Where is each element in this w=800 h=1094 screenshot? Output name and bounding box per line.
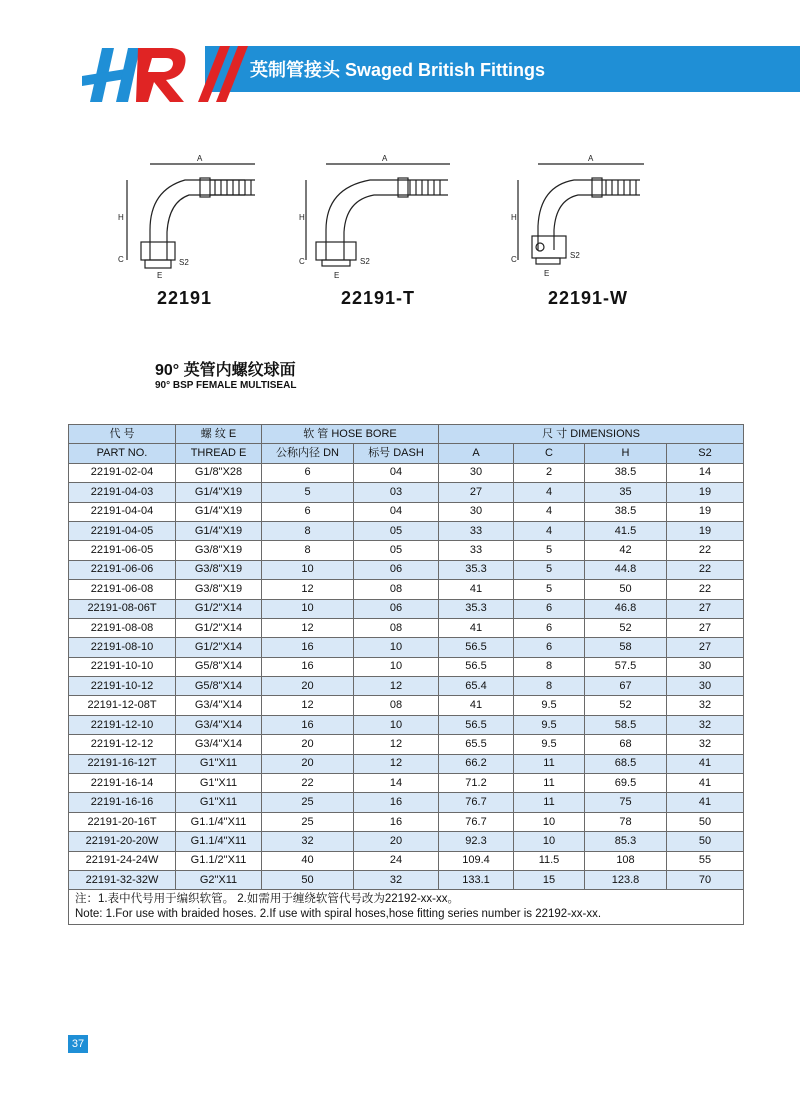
cell-part-no: 22191-02-04 — [69, 463, 176, 482]
cell-h: 58.5 — [585, 715, 667, 734]
cell-dash: 06 — [354, 560, 439, 579]
cell-thread: G3/4"X14 — [176, 735, 262, 754]
cell-h: 68.5 — [585, 754, 667, 773]
cell-thread: G1"X11 — [176, 793, 262, 812]
table-row — [69, 599, 744, 618]
table-row — [69, 851, 744, 870]
cell-c: 10 — [514, 812, 585, 831]
cell-dn: 20 — [262, 677, 354, 696]
cell-part-no: 22191-16-14 — [69, 774, 176, 793]
cell-c: 15 — [514, 870, 585, 889]
cell-dash: 08 — [354, 580, 439, 599]
spec-table — [68, 424, 744, 925]
cell-dash: 20 — [354, 832, 439, 851]
cell-h: 57.5 — [585, 657, 667, 676]
cell-part-no: 22191-06-05 — [69, 541, 176, 560]
table-row — [69, 502, 744, 521]
cell-s2: 30 — [667, 657, 744, 676]
cell-s2: 55 — [667, 851, 744, 870]
cell-c: 11.5 — [514, 851, 585, 870]
cell-dash: 16 — [354, 812, 439, 831]
cell-s2: 41 — [667, 774, 744, 793]
cell-c: 11 — [514, 793, 585, 812]
svg-text:S2: S2 — [360, 257, 370, 266]
cell-dn: 40 — [262, 851, 354, 870]
cell-dn: 10 — [262, 599, 354, 618]
cell-part-no: 22191-32-32W — [69, 870, 176, 889]
cell-h: 52 — [585, 696, 667, 715]
cell-a: 56.5 — [439, 638, 514, 657]
svg-text:C: C — [299, 257, 305, 266]
cell-s2: 19 — [667, 483, 744, 502]
section-title-cn: 90° 英管内螺纹球面 — [155, 362, 296, 379]
cell-dn: 16 — [262, 638, 354, 657]
cell-part-no: 22191-12-10 — [69, 715, 176, 734]
col-s2: S2 — [667, 444, 744, 463]
cell-dn: 25 — [262, 812, 354, 831]
cell-a: 27 — [439, 483, 514, 502]
cell-thread: G3/8"X19 — [176, 580, 262, 599]
svg-text:C: C — [118, 255, 124, 264]
cell-a: 66.2 — [439, 754, 514, 773]
table-row — [69, 657, 744, 676]
table-row — [69, 754, 744, 773]
svg-text:S2: S2 — [179, 258, 189, 267]
cell-h: 52 — [585, 618, 667, 637]
svg-text:H: H — [511, 213, 517, 222]
cell-c: 5 — [514, 560, 585, 579]
cell-part-no: 22191-12-08T — [69, 696, 176, 715]
col-dn: 公称内径 DN — [262, 444, 354, 463]
cell-dn: 32 — [262, 832, 354, 851]
cell-h: 68 — [585, 735, 667, 754]
cell-dn: 25 — [262, 793, 354, 812]
cell-s2: 50 — [667, 832, 744, 851]
cell-thread: G3/8"X19 — [176, 541, 262, 560]
col-dash: 标号 DASH — [354, 444, 439, 463]
table-row — [69, 463, 744, 482]
cell-part-no: 22191-24-24W — [69, 851, 176, 870]
note-row — [69, 890, 744, 925]
cell-s2: 14 — [667, 463, 744, 482]
table-row — [69, 483, 744, 502]
cell-h: 69.5 — [585, 774, 667, 793]
col-thread-cn: 螺 纹 E — [176, 425, 262, 444]
cell-a: 35.3 — [439, 599, 514, 618]
cell-c: 4 — [514, 521, 585, 540]
cell-a: 65.4 — [439, 677, 514, 696]
cell-h: 35 — [585, 483, 667, 502]
col-a: A — [439, 444, 514, 463]
col-c: C — [514, 444, 585, 463]
section-title-en: 90° BSP FEMALE MULTISEAL — [155, 380, 297, 391]
col-h: H — [585, 444, 667, 463]
cell-dash: 32 — [354, 870, 439, 889]
cell-thread: G1.1/4"X11 — [176, 812, 262, 831]
cell-dn: 50 — [262, 870, 354, 889]
cell-dn: 6 — [262, 502, 354, 521]
fitting-drawing-22191-w — [510, 150, 680, 280]
col-thread-e: THREAD E — [176, 444, 262, 463]
note-en: Note: 1.For use with braided hoses. 2.If use with spiral hoses,hose fitting series number is 22192-xx-xx. — [75, 908, 602, 921]
svg-text:S2: S2 — [570, 251, 580, 260]
cell-a: 65.5 — [439, 735, 514, 754]
note-cn: 注：1.表中代号用于编织软管。 2.如需用于缠绕软管代号改为22192-xx-xx。 — [75, 893, 460, 906]
cell-c: 9.5 — [514, 715, 585, 734]
cell-dn: 10 — [262, 560, 354, 579]
cell-h: 42 — [585, 541, 667, 560]
svg-text:E: E — [157, 271, 163, 280]
cell-dn: 16 — [262, 715, 354, 734]
header-row-1 — [69, 425, 744, 444]
cell-a: 33 — [439, 521, 514, 540]
cell-h: 50 — [585, 580, 667, 599]
cell-c: 6 — [514, 599, 585, 618]
cell-s2: 41 — [667, 793, 744, 812]
cell-s2: 50 — [667, 812, 744, 831]
table-row — [69, 696, 744, 715]
cell-s2: 27 — [667, 618, 744, 637]
cell-dash: 05 — [354, 521, 439, 540]
cell-thread: G1"X11 — [176, 754, 262, 773]
cell-dash: 06 — [354, 599, 439, 618]
cell-dn: 5 — [262, 483, 354, 502]
table-row — [69, 541, 744, 560]
cell-part-no: 22191-20-16T — [69, 812, 176, 831]
cell-dn: 12 — [262, 618, 354, 637]
cell-s2: 41 — [667, 754, 744, 773]
table-row — [69, 774, 744, 793]
cell-a: 41 — [439, 696, 514, 715]
cell-thread: G3/4"X14 — [176, 715, 262, 734]
cell-s2: 27 — [667, 599, 744, 618]
table-row — [69, 580, 744, 599]
svg-text:H: H — [118, 213, 124, 222]
cell-thread: G1/2"X14 — [176, 599, 262, 618]
svg-text:A: A — [197, 154, 203, 163]
page-number: 37 — [68, 1035, 88, 1053]
cell-thread: G1/4"X19 — [176, 521, 262, 540]
cell-c: 6 — [514, 638, 585, 657]
table-row — [69, 677, 744, 696]
svg-text:A: A — [382, 154, 388, 163]
cell-dash: 08 — [354, 696, 439, 715]
cell-a: 56.5 — [439, 657, 514, 676]
cell-dash: 10 — [354, 638, 439, 657]
table-row — [69, 715, 744, 734]
fitting-drawing-22191-t — [298, 150, 468, 280]
cell-dn: 6 — [262, 463, 354, 482]
cell-dash: 24 — [354, 851, 439, 870]
col-hose-bore: 软 管 HOSE BORE — [262, 425, 439, 444]
cell-a: 30 — [439, 502, 514, 521]
cell-c: 9.5 — [514, 735, 585, 754]
cell-part-no: 22191-16-16 — [69, 793, 176, 812]
cell-h: 38.5 — [585, 502, 667, 521]
cell-thread: G3/8"X19 — [176, 560, 262, 579]
cell-h: 67 — [585, 677, 667, 696]
cell-part-no: 22191-08-10 — [69, 638, 176, 657]
svg-text:E: E — [334, 271, 340, 280]
cell-thread: G2"X11 — [176, 870, 262, 889]
cell-thread: G1"X11 — [176, 774, 262, 793]
table-row — [69, 560, 744, 579]
cell-h: 85.3 — [585, 832, 667, 851]
cell-a: 56.5 — [439, 715, 514, 734]
cell-dash: 04 — [354, 463, 439, 482]
table-row — [69, 832, 744, 851]
table-row — [69, 638, 744, 657]
table-row — [69, 618, 744, 637]
cell-dn: 22 — [262, 774, 354, 793]
cell-h: 78 — [585, 812, 667, 831]
cell-h: 44.8 — [585, 560, 667, 579]
svg-text:A: A — [588, 154, 594, 163]
cell-part-no: 22191-04-04 — [69, 502, 176, 521]
cell-c: 11 — [514, 774, 585, 793]
svg-text:E: E — [544, 269, 550, 278]
cell-thread: G1.1/4"X11 — [176, 832, 262, 851]
cell-s2: 70 — [667, 870, 744, 889]
cell-part-no: 22191-04-03 — [69, 483, 176, 502]
cell-thread: G1/4"X19 — [176, 483, 262, 502]
cell-c: 4 — [514, 483, 585, 502]
cell-a: 41 — [439, 618, 514, 637]
cell-dn: 20 — [262, 735, 354, 754]
col-part-no: PART NO. — [69, 444, 176, 463]
col-dimensions: 尺 寸 DIMENSIONS — [439, 425, 744, 444]
cell-dash: 12 — [354, 754, 439, 773]
cell-c: 11 — [514, 754, 585, 773]
svg-text:H: H — [299, 213, 305, 222]
cell-part-no: 22191-08-06T — [69, 599, 176, 618]
cell-h: 46.8 — [585, 599, 667, 618]
cell-dash: 03 — [354, 483, 439, 502]
part-label-22191-w: 22191-W — [548, 288, 629, 308]
header-row-2 — [69, 444, 744, 463]
cell-s2: 32 — [667, 715, 744, 734]
cell-thread: G1.1/2"X11 — [176, 851, 262, 870]
cell-s2: 22 — [667, 580, 744, 599]
cell-thread: G1/2"X14 — [176, 618, 262, 637]
cell-a: 41 — [439, 580, 514, 599]
cell-thread: G5/8"X14 — [176, 677, 262, 696]
cell-h: 108 — [585, 851, 667, 870]
cell-s2: 27 — [667, 638, 744, 657]
cell-thread: G3/4"X14 — [176, 696, 262, 715]
part-label-22191: 22191 — [157, 288, 213, 308]
table-row — [69, 812, 744, 831]
brand-logo — [80, 38, 250, 104]
cell-a: 92.3 — [439, 832, 514, 851]
cell-dash: 05 — [354, 541, 439, 560]
cell-dash: 14 — [354, 774, 439, 793]
cell-a: 35.3 — [439, 560, 514, 579]
cell-part-no: 22191-10-10 — [69, 657, 176, 676]
cell-part-no: 22191-04-05 — [69, 521, 176, 540]
cell-c: 10 — [514, 832, 585, 851]
cell-dn: 8 — [262, 521, 354, 540]
cell-part-no: 22191-08-08 — [69, 618, 176, 637]
header-title: 英制管接头 Swaged British Fittings — [250, 60, 546, 80]
cell-part-no: 22191-20-20W — [69, 832, 176, 851]
cell-dn: 12 — [262, 696, 354, 715]
cell-c: 8 — [514, 657, 585, 676]
cell-s2: 22 — [667, 560, 744, 579]
cell-h: 38.5 — [585, 463, 667, 482]
table-row — [69, 735, 744, 754]
cell-part-no: 22191-06-08 — [69, 580, 176, 599]
cell-c: 9.5 — [514, 696, 585, 715]
cell-thread: G1/4"X19 — [176, 502, 262, 521]
cell-a: 30 — [439, 463, 514, 482]
cell-thread: G5/8"X14 — [176, 657, 262, 676]
cell-part-no: 22191-10-12 — [69, 677, 176, 696]
cell-dash: 08 — [354, 618, 439, 637]
cell-s2: 30 — [667, 677, 744, 696]
cell-h: 58 — [585, 638, 667, 657]
cell-a: 133.1 — [439, 870, 514, 889]
cell-h: 75 — [585, 793, 667, 812]
cell-a: 71.2 — [439, 774, 514, 793]
cell-thread: G1/2"X14 — [176, 638, 262, 657]
part-label-22191-t: 22191-T — [341, 288, 416, 308]
svg-text:C: C — [511, 255, 517, 264]
cell-thread: G1/8"X28 — [176, 463, 262, 482]
cell-h: 41.5 — [585, 521, 667, 540]
cell-c: 6 — [514, 618, 585, 637]
cell-dn: 12 — [262, 580, 354, 599]
cell-c: 5 — [514, 541, 585, 560]
cell-dash: 10 — [354, 715, 439, 734]
cell-s2: 32 — [667, 696, 744, 715]
cell-a: 33 — [439, 541, 514, 560]
cell-dn: 8 — [262, 541, 354, 560]
cell-s2: 32 — [667, 735, 744, 754]
cell-h: 123.8 — [585, 870, 667, 889]
table-row — [69, 793, 744, 812]
cell-s2: 22 — [667, 541, 744, 560]
cell-a: 109.4 — [439, 851, 514, 870]
cell-s2: 19 — [667, 521, 744, 540]
cell-dash: 12 — [354, 735, 439, 754]
table-row — [69, 521, 744, 540]
cell-dn: 16 — [262, 657, 354, 676]
cell-c: 2 — [514, 463, 585, 482]
cell-part-no: 22191-12-12 — [69, 735, 176, 754]
cell-a: 76.7 — [439, 812, 514, 831]
cell-a: 76.7 — [439, 793, 514, 812]
cell-dash: 12 — [354, 677, 439, 696]
cell-c: 5 — [514, 580, 585, 599]
cell-dn: 20 — [262, 754, 354, 773]
cell-part-no: 22191-06-06 — [69, 560, 176, 579]
cell-dash: 16 — [354, 793, 439, 812]
cell-c: 8 — [514, 677, 585, 696]
col-code-cn: 代 号 — [69, 425, 176, 444]
table-row — [69, 870, 744, 889]
cell-s2: 19 — [667, 502, 744, 521]
cell-dash: 10 — [354, 657, 439, 676]
cell-part-no: 22191-16-12T — [69, 754, 176, 773]
fitting-drawing-22191 — [105, 150, 275, 280]
cell-dash: 04 — [354, 502, 439, 521]
cell-c: 4 — [514, 502, 585, 521]
